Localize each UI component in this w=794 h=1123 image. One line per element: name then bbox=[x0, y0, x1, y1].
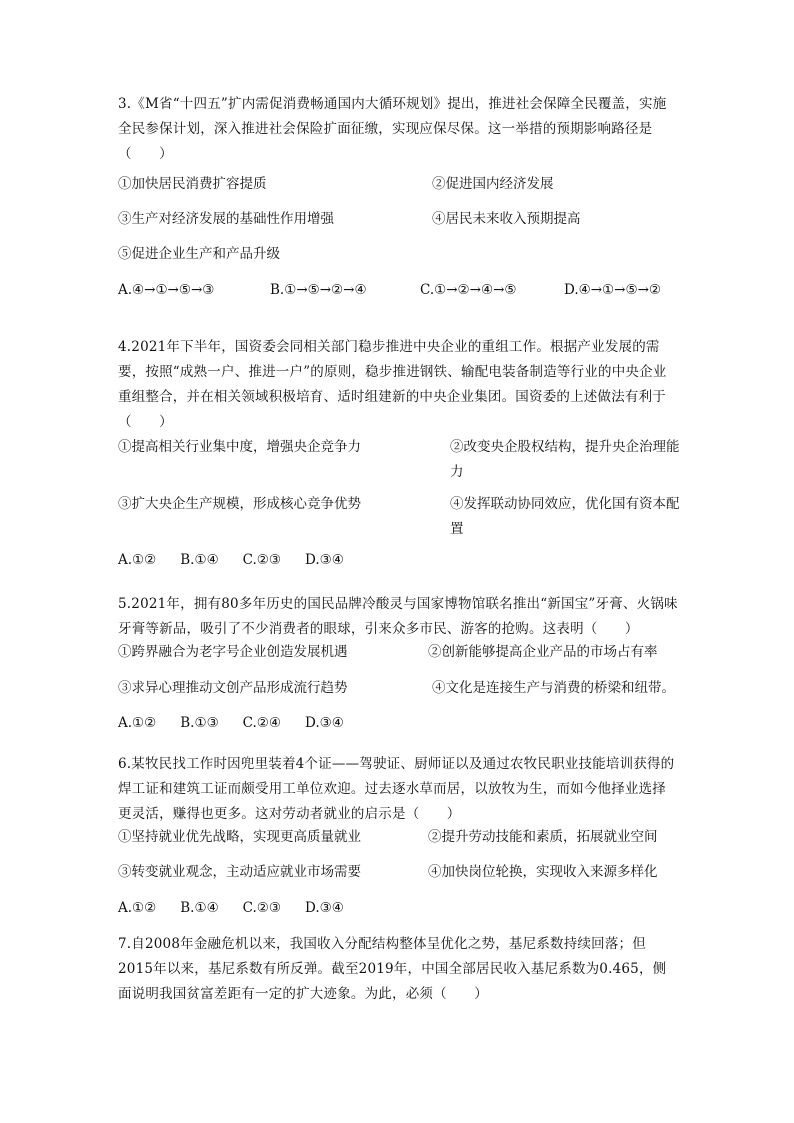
q6-stem: 6.某牧民找工作时因兜里装着4个证——驾驶证、厨师证以及通过农牧民职业技能培训获得的焊工证和建筑工证而颇受用工单位欢迎。过去逐水草而居，以放牧为生，而如今他择业选择更灵活，赚得也更多。这对劳动者就业的启示是（ ） bbox=[118, 756, 675, 822]
q4-answers bbox=[118, 548, 368, 573]
q5-option-4: ④文化是连接生产与消费的桥梁和纽带。 bbox=[432, 680, 675, 696]
q4-answer-b: B.①④ bbox=[180, 552, 219, 568]
q5-option-2: ②创新能够提高企业产品的市场占有率 bbox=[428, 644, 658, 660]
q5-option-3: ③求异心理推动文创产品形成流行趋势 bbox=[118, 680, 348, 696]
q6-answer-b: B.①④ bbox=[180, 900, 219, 916]
q4-option-1-text: ①提高相关行业集中度，增强央企竞争力 bbox=[118, 439, 361, 455]
q6-answers bbox=[118, 896, 368, 921]
q6-option-1: ①坚持就业优先战略，实现更高质量就业 bbox=[118, 829, 361, 845]
q4-answer-d: D.③④ bbox=[305, 552, 344, 568]
q3-answer-d: D.④→①→⑤→② bbox=[564, 282, 661, 298]
q6-option-4: ④加快岗位轮换，实现收入来源多样化 bbox=[428, 864, 658, 880]
q6-option-3: ③转变就业观念，主动适应就业市场需要 bbox=[118, 864, 361, 880]
q3-answer-c: C.①→②→④→⑤ bbox=[420, 282, 517, 298]
q5-answers bbox=[118, 711, 368, 736]
q3-option-1: ①加快居民消费扩容提质 bbox=[118, 176, 267, 192]
q4-answer-a: A.①② bbox=[118, 552, 157, 568]
q7-stem: 7.自2008年金融危机以来，我国收入分配结构整体呈优化之势，基尼系数持续回落；但2015年以来，基尼系数有所反弹。截至2019年，中国全部居民收入基尼系数为0.465，侧面说明我国贫富差距有一定的扩大迹象。为此，必须（ ） bbox=[118, 936, 667, 1002]
q5-answer-b: B.①③ bbox=[180, 715, 219, 731]
q6-option-2: ②提升劳动技能和素质，拓展就业空间 bbox=[428, 829, 658, 845]
q4-option-2: ②改变央企股权结构，提升央企治理能力 bbox=[450, 439, 680, 480]
q4-answer-c: C.②③ bbox=[242, 552, 282, 568]
q4-stem: 4.2021年下半年，国资委会同相关部门稳步推进中央企业的重组工作。根据产业发展的需要，按照“成熟一户、推进一户”的原则，稳步推进钢铁、输配电装备制造等行业的中央企业重组整合，并在相关领域积极培育、适时组建新的中央企业集团。国资委的上述做法有利于（ ） bbox=[118, 339, 667, 430]
q5-option-1: ①跨界融合为老字号企业创造发展机遇 bbox=[118, 644, 348, 660]
q3-option-5: ⑤促进企业生产和产品升级 bbox=[118, 246, 280, 262]
q3-option-2: ②促进国内经济发展 bbox=[432, 176, 554, 192]
q6-answer-a: A.①② bbox=[118, 900, 157, 916]
q4-option-3: ③扩大央企生产规模，形成核心竞争优势 bbox=[118, 496, 361, 512]
q4-option-4: ④发挥联动协同效应，优化国有资本配置 bbox=[450, 496, 680, 537]
q3-option-4: ④居民未来收入预期提高 bbox=[432, 211, 581, 227]
q5-answer-a: A.①② bbox=[118, 715, 157, 731]
q5-answer-d: D.③④ bbox=[305, 715, 344, 731]
q6-answer-d: D.③④ bbox=[305, 900, 344, 916]
q3-answer-b: B.①→⑤→②→④ bbox=[270, 282, 367, 298]
q5-stem: 5.2021年，拥有80多年历史的国民品牌冷酸灵与国家博物馆联名推出“新国宝”牙膏、火锅味牙膏等新品，吸引了不少消费者的眼球，引来众多市民、游客的抢购。这表明（ ） bbox=[118, 596, 678, 637]
q6-answer-c: C.②③ bbox=[242, 900, 282, 916]
q3-option-3: ③生产对经济发展的基础性作用增强 bbox=[118, 211, 334, 227]
q3-stem: 3.《M省“十四五”扩内需促消费畅通国内大循环规划》提出，推进社会保障全民覆盖，实施全民参保计划，深入推进社会保险扩面征缴，实现应保尽保。这一举措的预期影响路径是（ ） bbox=[118, 96, 667, 162]
q5-answer-c: C.②④ bbox=[242, 715, 282, 731]
q3-answer-a: A.④→①→⑤→③ bbox=[118, 282, 215, 298]
